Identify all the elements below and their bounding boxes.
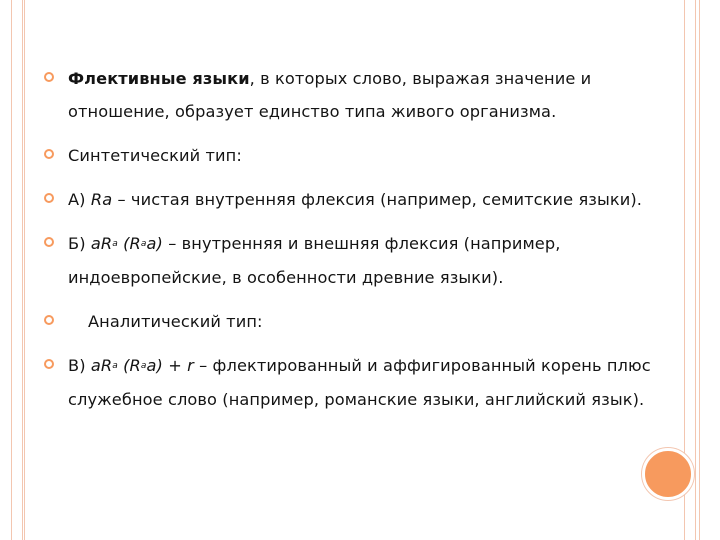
bullet-text: – внутренняя и внешняя флексия (например, индоевропейские, в особенности древние языки). (68, 234, 561, 287)
orange-circle-decoration (642, 448, 694, 500)
formula-superscript: a (112, 239, 118, 249)
bullet-text: – флектированный и аффигированный корень плюс служебное слово (например, романские языки, английский язык). (68, 356, 651, 409)
right-border-line (699, 0, 700, 540)
bullet-prefix: В) (68, 356, 91, 375)
formula-part: a) + r (146, 356, 194, 375)
bullet-marker-icon (44, 315, 54, 325)
formula-superscript: a (140, 239, 147, 249)
bullet-flective-languages (44, 62, 664, 128)
bullet-text: , в которых слово, выражая значение и отношение, образует единство типа живого организма. (68, 69, 592, 121)
formula (91, 234, 163, 253)
bullet-marker-icon (44, 193, 54, 203)
bullet-a (44, 183, 664, 216)
bullet-text: – чистая внутренняя флексия (например, семитские языки). (112, 190, 643, 209)
bullet-list (44, 62, 664, 427)
bullet-v (44, 349, 664, 416)
formula-part: (R (117, 356, 141, 375)
bullet-analytic-type (44, 305, 664, 338)
formula-superscript: a (112, 361, 118, 371)
bullet-synthetic-type (44, 139, 664, 172)
left-border-decoration (11, 0, 23, 540)
bullet-b (44, 227, 664, 294)
bullet-marker-icon (44, 72, 54, 82)
formula-part: aR (90, 234, 113, 253)
term-flective: Флективные языки (68, 69, 250, 88)
formula: Ra (90, 190, 113, 209)
bullet-text: Аналитический тип: (88, 312, 263, 331)
bullet-prefix: А) (68, 190, 91, 209)
bullet-prefix: Б) (68, 234, 91, 253)
formula-part: (R (117, 234, 141, 253)
formula-superscript: a (140, 361, 147, 371)
formula-part: a) (146, 234, 163, 253)
bullet-text: Синтетический тип: (68, 146, 242, 165)
bullet-marker-icon (44, 149, 54, 159)
left-border-line (24, 0, 25, 540)
formula-part: aR (90, 356, 113, 375)
formula (91, 356, 194, 375)
bullet-marker-icon (44, 237, 54, 247)
bullet-marker-icon (44, 359, 54, 369)
